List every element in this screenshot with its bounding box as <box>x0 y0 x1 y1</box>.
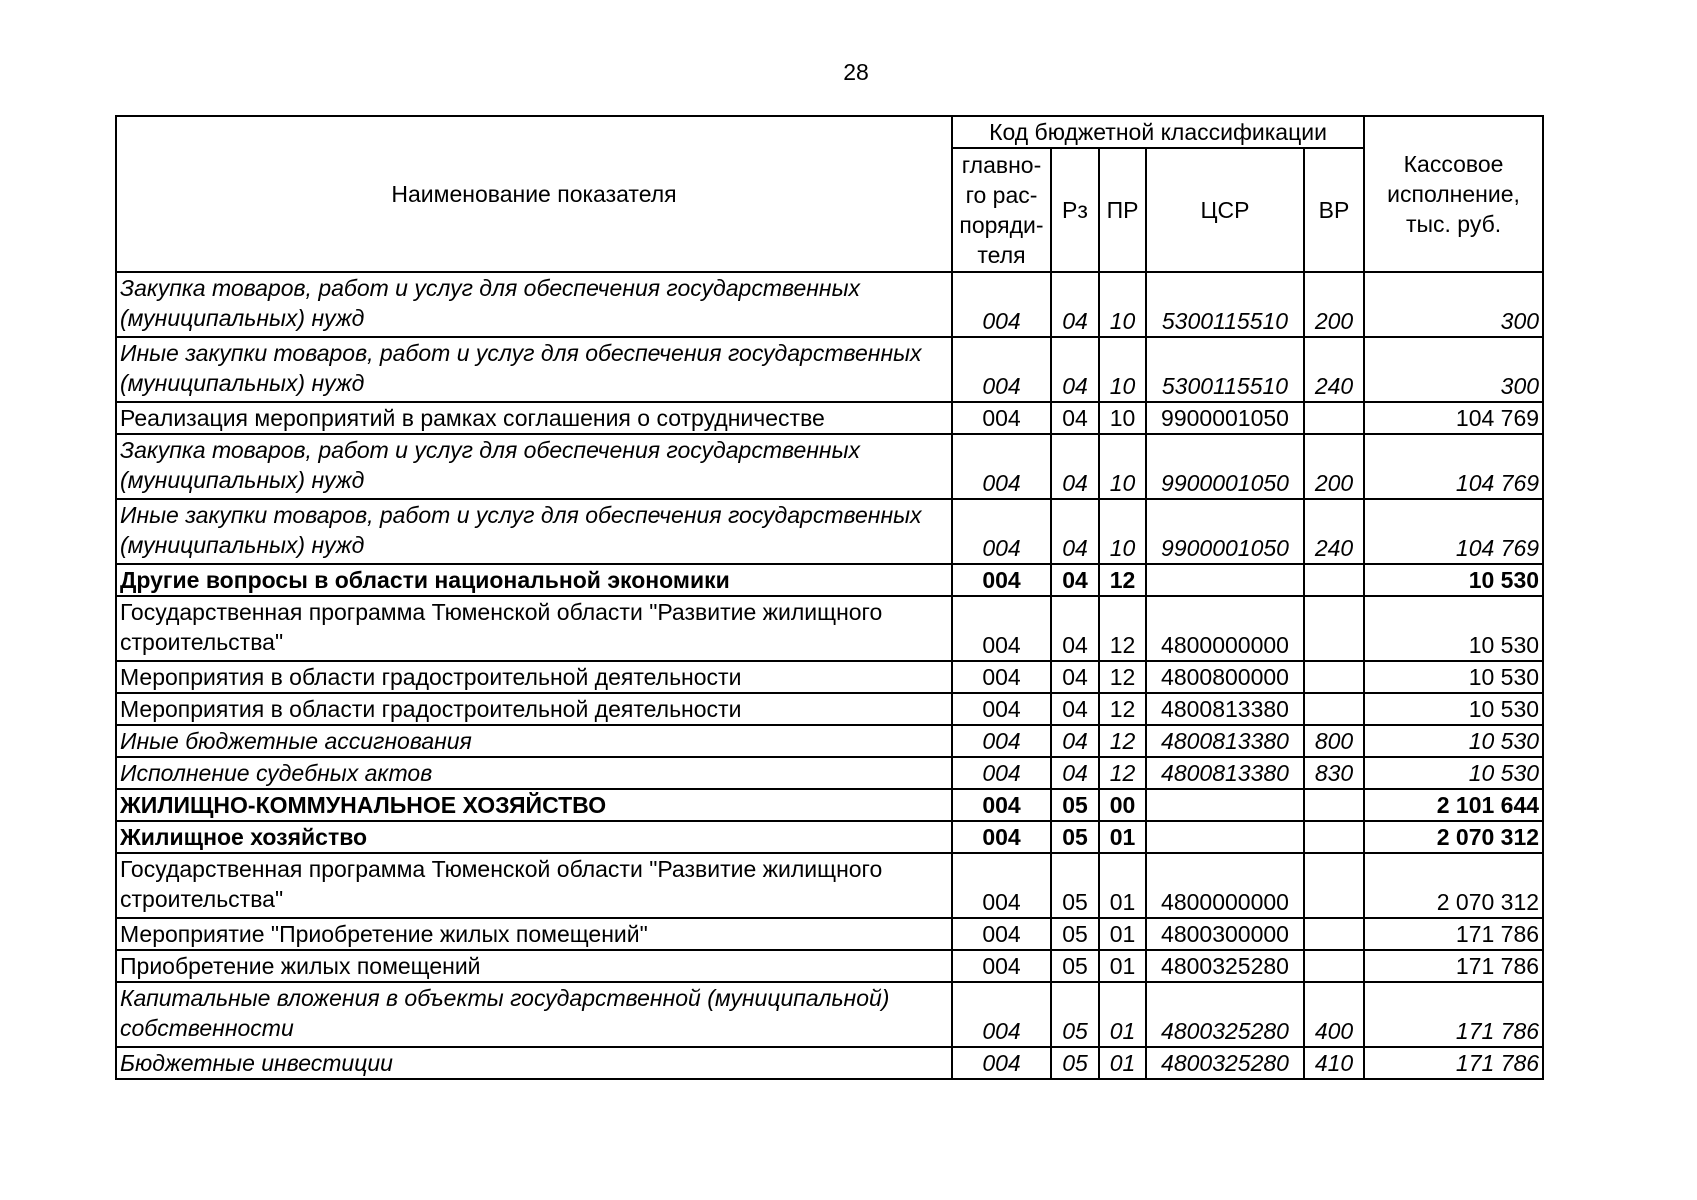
header-rz: Рз <box>1051 148 1099 272</box>
header-vr: ВР <box>1304 148 1364 272</box>
row-pr: 12 <box>1099 596 1146 661</box>
row-name: Другие вопросы в области национальной экономики <box>116 564 952 596</box>
row-sum: 300 <box>1364 272 1543 337</box>
row-csr: 4800325280 <box>1146 982 1304 1047</box>
row-pr: 01 <box>1099 918 1146 950</box>
row-name: Приобретение жилых помещений <box>116 950 952 982</box>
row-csr: 4800325280 <box>1146 1047 1304 1079</box>
table-row <box>116 402 1543 434</box>
row-rz: 05 <box>1051 1047 1099 1079</box>
row-name: Мероприятия в области градостроительной деятельности <box>116 661 952 693</box>
row-rz: 05 <box>1051 853 1099 918</box>
row-pr: 12 <box>1099 757 1146 789</box>
row-sum: 2 101 644 <box>1364 789 1543 821</box>
row-glav: 004 <box>952 564 1051 596</box>
table-row <box>116 564 1543 596</box>
row-name: Государственная программа Тюменской области "Развитие жилищного строительства" <box>116 596 952 661</box>
row-rz: 05 <box>1051 982 1099 1047</box>
row-csr: 4800325280 <box>1146 950 1304 982</box>
row-sum: 171 786 <box>1364 1047 1543 1079</box>
row-vr <box>1304 918 1364 950</box>
header-glav: главно-го рас-поряди-теля <box>952 148 1051 272</box>
row-vr <box>1304 821 1364 853</box>
row-vr <box>1304 950 1364 982</box>
row-sum: 104 769 <box>1364 499 1543 564</box>
row-glav: 004 <box>952 725 1051 757</box>
row-vr <box>1304 564 1364 596</box>
row-sum: 104 769 <box>1364 402 1543 434</box>
row-pr: 01 <box>1099 853 1146 918</box>
row-sum: 10 530 <box>1364 661 1543 693</box>
row-vr: 800 <box>1304 725 1364 757</box>
row-rz: 05 <box>1051 918 1099 950</box>
row-rz: 04 <box>1051 564 1099 596</box>
row-pr: 10 <box>1099 434 1146 499</box>
row-csr: 4800813380 <box>1146 725 1304 757</box>
row-vr: 240 <box>1304 337 1364 402</box>
row-sum: 10 530 <box>1364 564 1543 596</box>
row-pr: 12 <box>1099 564 1146 596</box>
row-vr: 200 <box>1304 272 1364 337</box>
row-vr <box>1304 596 1364 661</box>
row-glav: 004 <box>952 661 1051 693</box>
row-vr: 400 <box>1304 982 1364 1047</box>
row-rz: 04 <box>1051 434 1099 499</box>
table-row <box>116 661 1543 693</box>
row-csr: 4800813380 <box>1146 693 1304 725</box>
table-row <box>116 337 1543 402</box>
row-glav: 004 <box>952 402 1051 434</box>
row-name: Жилищное хозяйство <box>116 821 952 853</box>
row-csr: 5300115510 <box>1146 337 1304 402</box>
row-pr: 01 <box>1099 982 1146 1047</box>
row-rz: 04 <box>1051 596 1099 661</box>
row-name: Закупка товаров, работ и услуг для обеспечения государственных (муниципальных) нужд <box>116 434 952 499</box>
row-pr: 10 <box>1099 272 1146 337</box>
row-pr: 10 <box>1099 402 1146 434</box>
row-name: Государственная программа Тюменской области "Развитие жилищного строительства" <box>116 853 952 918</box>
row-csr <box>1146 564 1304 596</box>
row-glav: 004 <box>952 853 1051 918</box>
row-csr: 4800813380 <box>1146 757 1304 789</box>
row-pr: 12 <box>1099 725 1146 757</box>
row-sum: 171 786 <box>1364 950 1543 982</box>
row-glav: 004 <box>952 693 1051 725</box>
budget-table <box>115 115 1544 1080</box>
row-csr <box>1146 789 1304 821</box>
row-rz: 04 <box>1051 499 1099 564</box>
page-number: 28 <box>843 59 869 85</box>
row-pr: 10 <box>1099 499 1146 564</box>
row-vr: 410 <box>1304 1047 1364 1079</box>
row-vr <box>1304 789 1364 821</box>
row-sum: 10 530 <box>1364 693 1543 725</box>
row-glav: 004 <box>952 1047 1051 1079</box>
header-code-group: Код бюджетной классификации <box>952 116 1364 148</box>
row-rz: 04 <box>1051 725 1099 757</box>
table-row <box>116 272 1543 337</box>
row-name: Иные закупки товаров, работ и услуг для обеспечения государственных (муниципальных) нужд <box>116 337 952 402</box>
row-glav: 004 <box>952 757 1051 789</box>
header-pr: ПР <box>1099 148 1146 272</box>
row-glav: 004 <box>952 434 1051 499</box>
row-pr: 01 <box>1099 821 1146 853</box>
table-row <box>116 499 1543 564</box>
table-row <box>116 950 1543 982</box>
row-csr: 4800000000 <box>1146 853 1304 918</box>
table-row <box>116 725 1543 757</box>
row-vr <box>1304 402 1364 434</box>
row-csr: 9900001050 <box>1146 434 1304 499</box>
row-glav: 004 <box>952 821 1051 853</box>
table-row <box>116 918 1543 950</box>
row-csr: 5300115510 <box>1146 272 1304 337</box>
row-name: Бюджетные инвестиции <box>116 1047 952 1079</box>
row-name: ЖИЛИЩНО-КОММУНАЛЬНОЕ ХОЗЯЙСТВО <box>116 789 952 821</box>
row-glav: 004 <box>952 596 1051 661</box>
row-csr: 4800300000 <box>1146 918 1304 950</box>
row-sum: 10 530 <box>1364 757 1543 789</box>
row-rz: 04 <box>1051 272 1099 337</box>
row-sum: 171 786 <box>1364 918 1543 950</box>
row-rz: 04 <box>1051 661 1099 693</box>
row-sum: 2 070 312 <box>1364 853 1543 918</box>
row-name: Иные бюджетные ассигнования <box>116 725 952 757</box>
row-csr <box>1146 821 1304 853</box>
row-sum: 171 786 <box>1364 982 1543 1047</box>
row-name: Реализация мероприятий в рамках соглашения о сотрудничестве <box>116 402 952 434</box>
row-glav: 004 <box>952 337 1051 402</box>
table-row <box>116 434 1543 499</box>
row-glav: 004 <box>952 272 1051 337</box>
row-pr: 01 <box>1099 1047 1146 1079</box>
row-sum: 2 070 312 <box>1364 821 1543 853</box>
row-vr <box>1304 853 1364 918</box>
row-name: Капитальные вложения в объекты государственной (муниципальной) собственности <box>116 982 952 1047</box>
row-glav: 004 <box>952 499 1051 564</box>
row-sum: 10 530 <box>1364 725 1543 757</box>
row-vr: 830 <box>1304 757 1364 789</box>
row-rz: 05 <box>1051 821 1099 853</box>
row-sum: 104 769 <box>1364 434 1543 499</box>
row-rz: 04 <box>1051 693 1099 725</box>
row-csr: 9900001050 <box>1146 402 1304 434</box>
row-name: Мероприятие "Приобретение жилых помещений" <box>116 918 952 950</box>
row-csr: 4800800000 <box>1146 661 1304 693</box>
row-rz: 04 <box>1051 337 1099 402</box>
row-sum: 10 530 <box>1364 596 1543 661</box>
row-glav: 004 <box>952 982 1051 1047</box>
row-pr: 01 <box>1099 950 1146 982</box>
row-csr: 9900001050 <box>1146 499 1304 564</box>
table-row <box>116 693 1543 725</box>
row-csr: 4800000000 <box>1146 596 1304 661</box>
table-row <box>116 757 1543 789</box>
table-row <box>116 596 1543 661</box>
header-csr: ЦСР <box>1146 148 1304 272</box>
row-glav: 004 <box>952 918 1051 950</box>
table-row <box>116 853 1543 918</box>
row-rz: 05 <box>1051 789 1099 821</box>
row-glav: 004 <box>952 950 1051 982</box>
row-pr: 10 <box>1099 337 1146 402</box>
table-row <box>116 982 1543 1047</box>
table-row <box>116 821 1543 853</box>
row-rz: 05 <box>1051 950 1099 982</box>
row-pr: 12 <box>1099 693 1146 725</box>
row-rz: 04 <box>1051 402 1099 434</box>
row-sum: 300 <box>1364 337 1543 402</box>
header-kassa: Кассовое исполнение, тыс. руб. <box>1364 116 1543 272</box>
row-vr: 200 <box>1304 434 1364 499</box>
row-rz: 04 <box>1051 757 1099 789</box>
table-row <box>116 789 1543 821</box>
row-pr: 12 <box>1099 661 1146 693</box>
row-name: Мероприятия в области градостроительной деятельности <box>116 693 952 725</box>
row-vr <box>1304 693 1364 725</box>
row-name: Иные закупки товаров, работ и услуг для обеспечения государственных (муниципальных) нужд <box>116 499 952 564</box>
header-name: Наименование показателя <box>116 116 952 272</box>
row-name: Исполнение судебных актов <box>116 757 952 789</box>
row-vr <box>1304 661 1364 693</box>
row-pr: 00 <box>1099 789 1146 821</box>
row-name: Закупка товаров, работ и услуг для обеспечения государственных (муниципальных) нужд <box>116 272 952 337</box>
row-glav: 004 <box>952 789 1051 821</box>
row-vr: 240 <box>1304 499 1364 564</box>
table-row <box>116 1047 1543 1079</box>
